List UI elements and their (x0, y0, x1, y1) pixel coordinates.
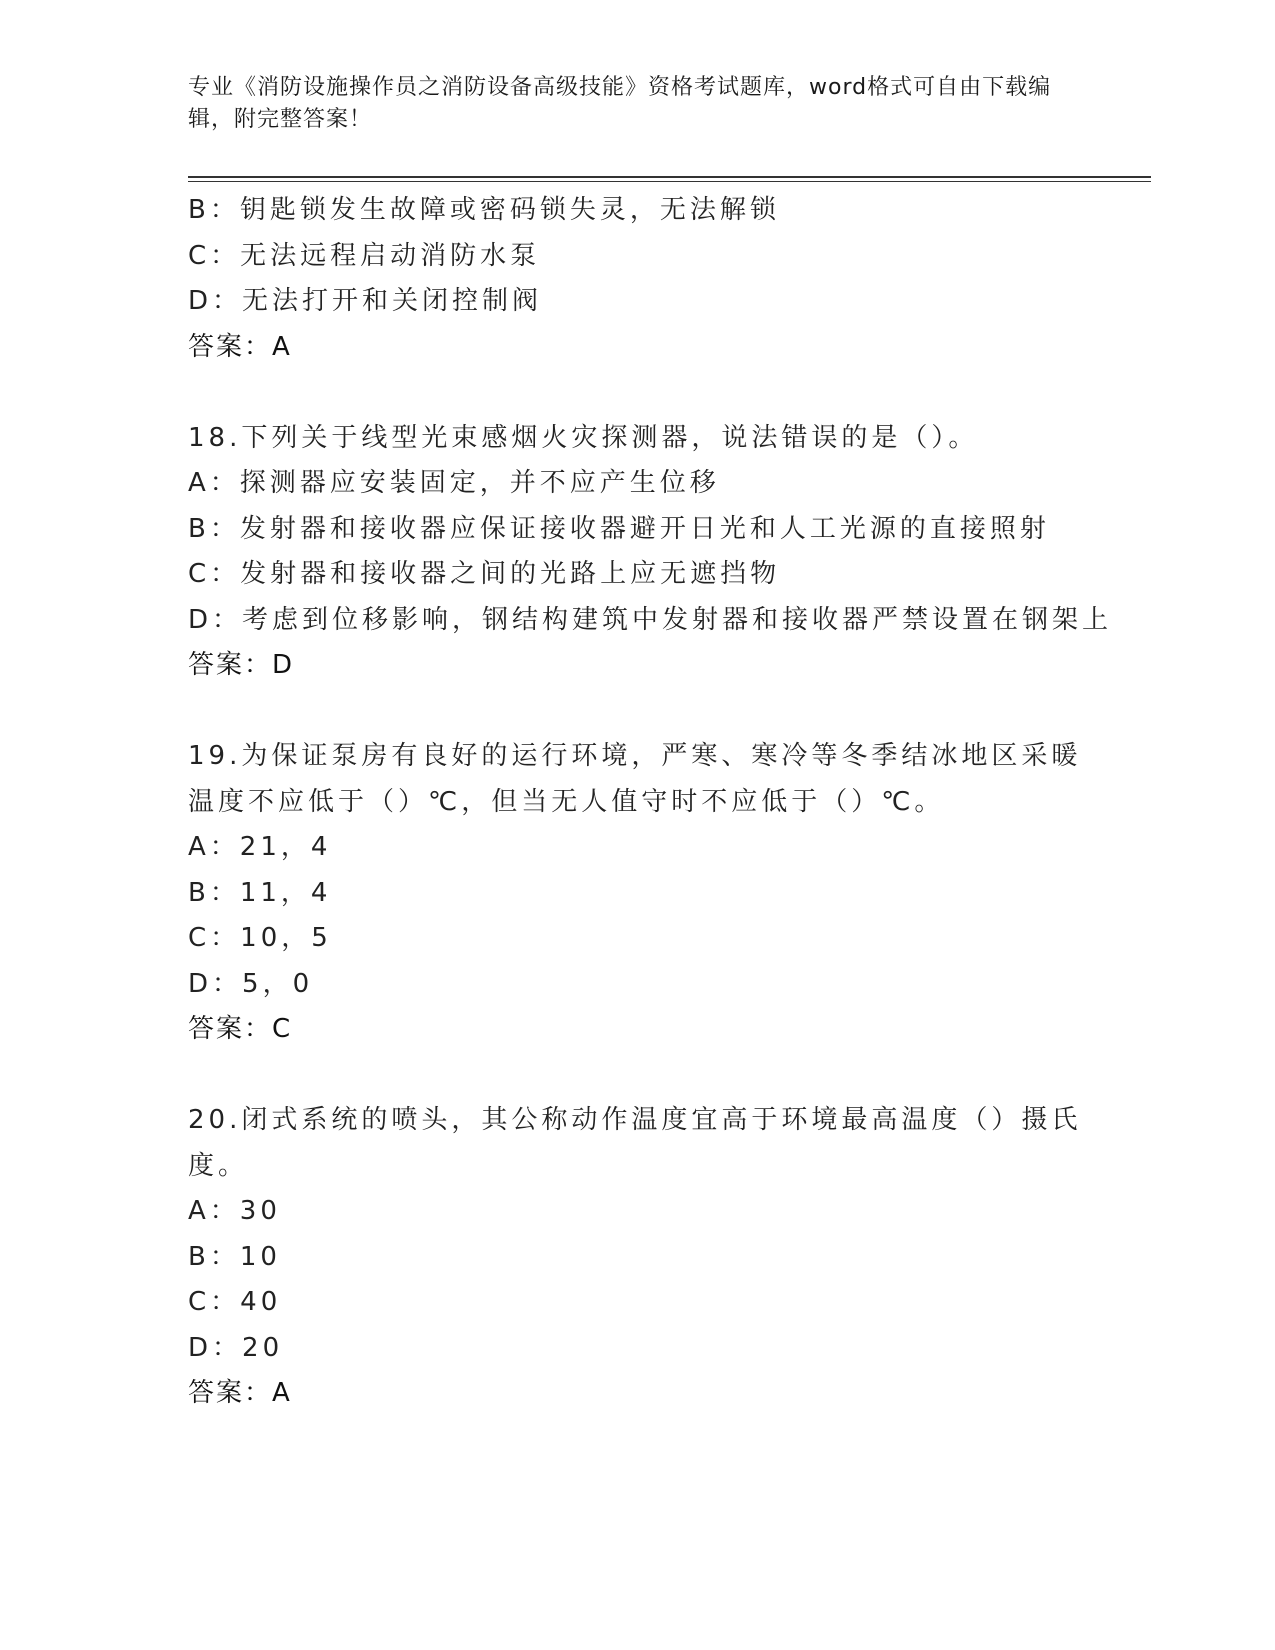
option-c: C：发射器和接收器之间的光路上应无遮挡物 (188, 559, 781, 589)
question-20-block (188, 1098, 1088, 1417)
header-rule-thick (188, 176, 1151, 178)
option-d: D：无法打开和关闭控制阀 (188, 286, 543, 316)
answer-line: 答案：A (188, 331, 292, 362)
option-d: D：5，0 (188, 968, 314, 999)
option-a: A：探测器应安装固定，并不应产生位移 (188, 468, 720, 498)
question-stem: 18.下列关于线型光束感烟火灾探测器，说法错误的是（）。 (188, 422, 979, 453)
option-b: B：10 (188, 1241, 281, 1272)
question-content (188, 188, 1113, 1417)
question-stem: 19.为保证泵房有良好的运行环境，严寒、寒冷等冬季结冰地区采暖温度不应低于（）℃，但当无人值守时不应低于（）℃。 (188, 741, 1082, 817)
document-header: 专业《消防设施操作员之消防设备高级技能》资格考试题库，word格式可自由下载编辑，附完整答案！ (188, 75, 1052, 132)
question-stem: 20.闭式系统的喷头，其公称动作温度宜高于环境最高温度（）摄氏度。 (188, 1105, 1082, 1181)
option-c: C：10，5 (188, 923, 332, 953)
header-rule-thin (188, 181, 1151, 182)
option-b: B：发射器和接收器应保证接收器避开日光和人工光源的直接照射 (188, 513, 1050, 544)
option-b: B：钥匙锁发生故障或密码锁失灵，无法解锁 (188, 195, 780, 225)
question-18-block (188, 416, 1113, 689)
answer-line: 答案：D (188, 650, 295, 680)
option-b: B：11，4 (188, 877, 332, 908)
option-d: D：20 (188, 1332, 284, 1363)
answer-line: 答案：A (188, 1378, 292, 1408)
answer-line: 答案：C (188, 1014, 293, 1044)
option-c: C：无法远程启动消防水泵 (188, 240, 541, 271)
option-a: A：30 (188, 1196, 281, 1226)
previous-question-block (188, 188, 1088, 370)
question-19-block (188, 734, 1088, 1053)
option-c: C：40 (188, 1287, 282, 1317)
option-d: D：考虑到位移影响，钢结构建筑中发射器和接收器严禁设置在钢架上 (188, 604, 1113, 635)
option-a: A：21，4 (188, 832, 332, 862)
